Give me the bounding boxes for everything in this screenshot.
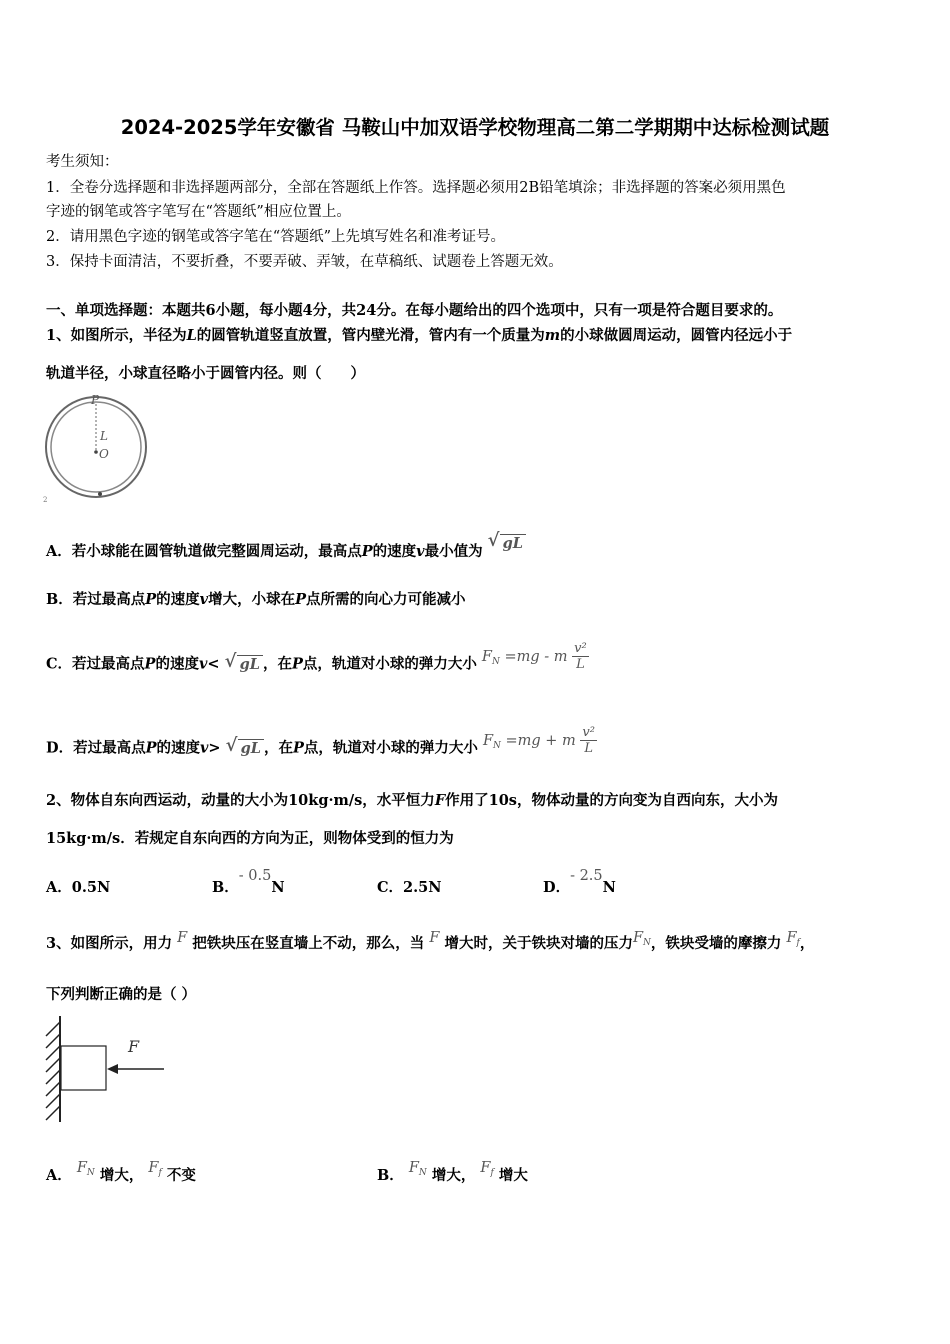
q3-option-a[interactable]: A． $F_N$ 增大， $F_f$ 不变	[46, 1160, 196, 1184]
q1-option-c[interactable]: C．若过最高点P的速度v< √ gL ，在P点，轨道对小球的弹力大小 $F_N =mg - m$ $\frac{\text{v²}}{L}$	[46, 641, 587, 673]
q1-figure	[40, 392, 150, 507]
q3-stem-2: 下列判断正确的是（ ）	[46, 986, 197, 1003]
q2-stem-2: 15kg·m/s．若规定自东向西的方向为正，则物体受到的恒力为	[46, 830, 454, 847]
sqrt-gL: √ gL	[225, 655, 263, 675]
q2-option-b[interactable]: B．- 0.5N	[212, 868, 285, 896]
q2-option-c[interactable]: C．2.5N	[377, 879, 442, 896]
arrow-head	[107, 1064, 118, 1074]
sqrt-gL: √ gL	[226, 739, 264, 759]
label-L: L	[100, 429, 108, 443]
center-dot	[94, 450, 98, 454]
notice-item-2: 2．请用黑色字迹的钢笔或答字笔在“答题纸”上先填写姓名和准考证号。	[46, 229, 506, 245]
section-heading: 一、单项选择题：本题共6小题，每小题4分，共24分。在每小题给出的四个选项中，只有一项是符合题目要求的。	[46, 302, 783, 319]
formula-c: $F_N =mg - m$ $\frac{\text{v²}}{L}$	[481, 641, 587, 672]
q1-stem: 1、如图所示，半径为L的圆管轨道竖直放置，管内壁光滑，管内有一个质量为m的小球做圆周运动，圆管内径远小于	[46, 327, 793, 344]
q2-option-a[interactable]: A．0.5N	[46, 879, 111, 896]
q3-figure	[40, 1012, 180, 1124]
q1-option-d[interactable]: D．若过最高点P的速度v> √ gL ，在P点，轨道对小球的弹力大小 $F_N =mg + m$ $\frac{\text{v²}}{L}$	[46, 725, 595, 757]
label-corner: 2	[43, 496, 48, 504]
notice-item-3: 3．保持卡面清洁，不要折叠，不要弄破、弄皱，在草稿纸、试题卷上答题无效。	[46, 254, 563, 270]
tube-inner	[51, 402, 141, 492]
notice-item-1b: 字迹的钢笔或答字笔写在“答题纸”相应位置上。	[46, 204, 351, 220]
q1-option-a[interactable]: A．若小球能在圆管轨道做完整圆周运动，最高点P的速度v最小值为 √ gL	[46, 542, 526, 562]
q1-stem-2: 轨道半径，小球直径略小于圆管内径。则（ ）	[46, 365, 365, 382]
q1-option-b[interactable]: B．若过最高点P的速度v增大，小球在P点所需的向心力可能减小	[46, 591, 466, 608]
label-P: P	[91, 393, 100, 407]
notice-heading: 考生须知：	[46, 154, 119, 170]
q2-stem: 2、物体自东向西运动，动量的大小为10kg·m/s，水平恒力F作用了10s，物体动量的方向变为自西向东，大小为	[46, 792, 778, 809]
q3-stem: 3、如图所示，用力 F 把铁块压在竖直墙上不动，那么，当 F 增大时，关于铁块对墙的压力$F_N$，铁块受墙的摩擦力 $F_f$，	[46, 930, 815, 952]
iron-block	[61, 1046, 106, 1090]
wall-hatching	[46, 1022, 60, 1120]
label-F: F	[128, 1037, 140, 1056]
page-title: 2024-2025学年安徽省 马鞍山中加双语学校物理高二第二学期期中达标检测试题	[120, 116, 830, 139]
notice-item-1: 1．全卷分选择题和非选择题两部分，全部在答题纸上作答。选择题必须用2B铅笔填涂；非选择题的答案必须用黑色	[46, 180, 786, 196]
sqrt-gL: √ gL	[488, 534, 526, 554]
q2-option-d[interactable]: D．- 2.5N	[543, 868, 616, 896]
label-O: O	[99, 447, 109, 461]
formula-d: $F_N =mg + m$ $\frac{\text{v²}}{L}$	[482, 725, 595, 756]
ball	[98, 492, 102, 496]
q3-option-b[interactable]: B． $F_N$ 增大， $F_f$ 增大	[377, 1160, 528, 1184]
